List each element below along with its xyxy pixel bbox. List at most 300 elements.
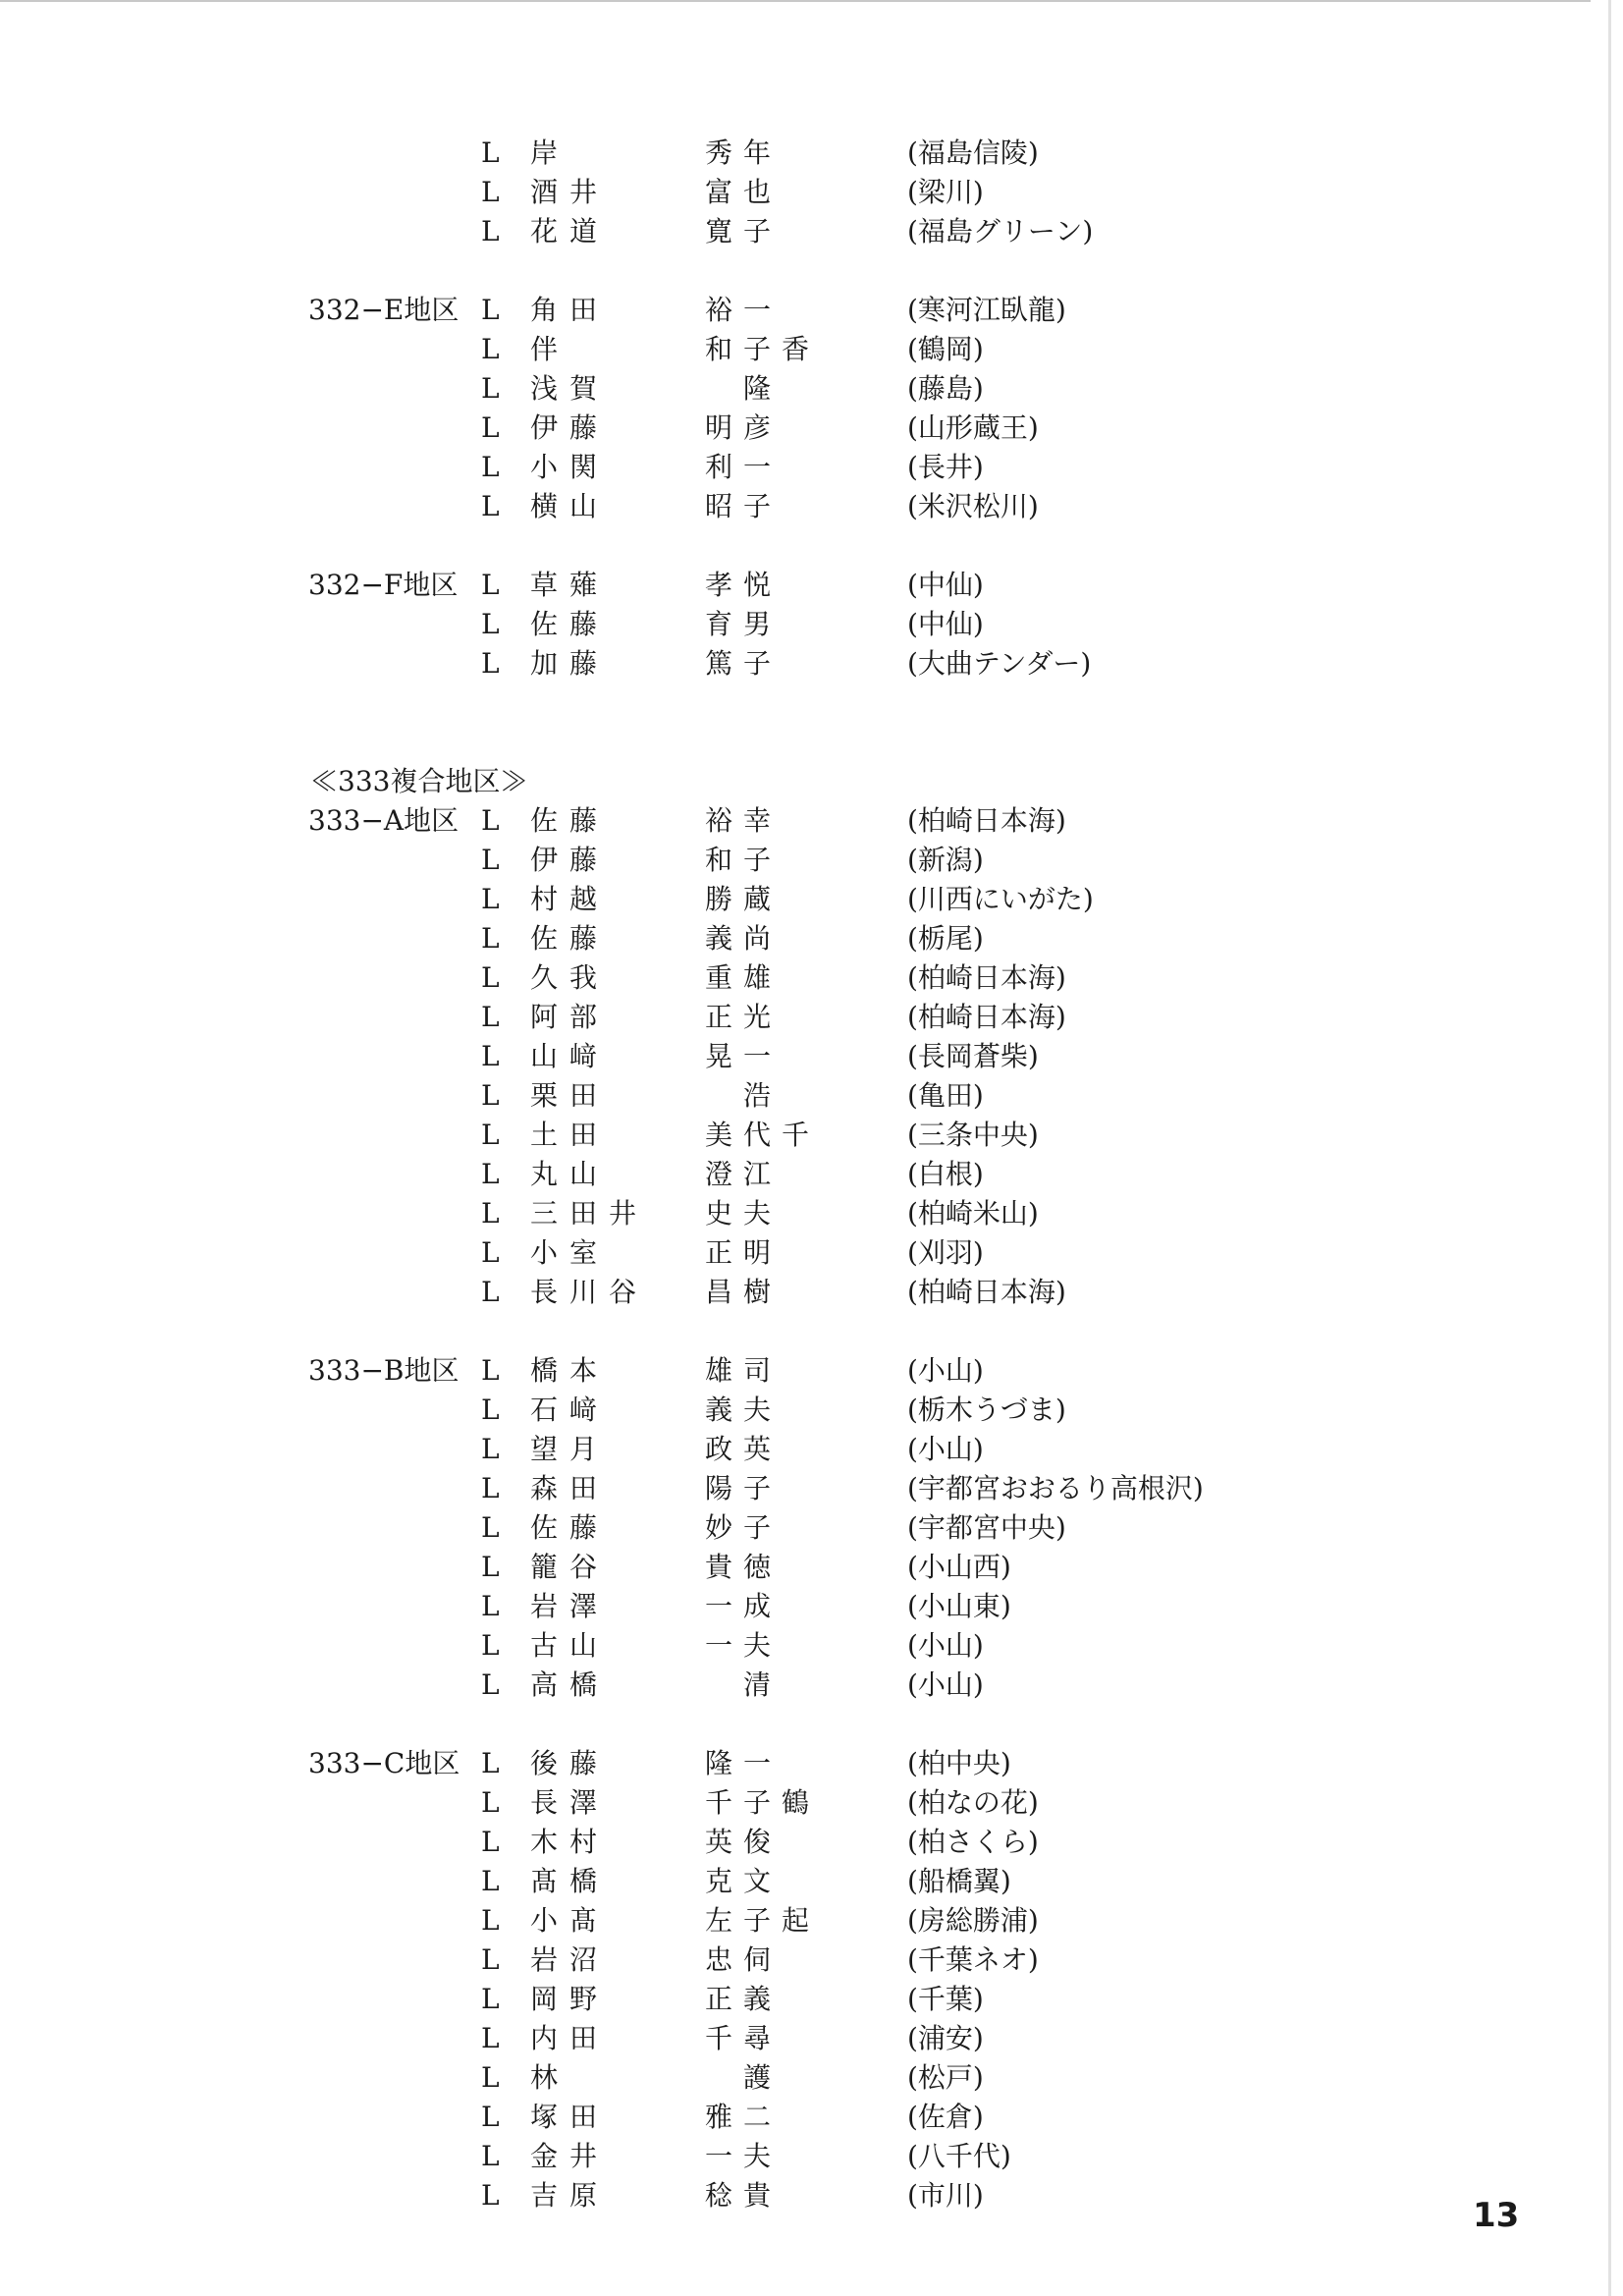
last-name-char: 伊 [529,844,558,876]
member-first-name [699,1194,837,1233]
last-name-char: 林 [529,2061,558,2094]
member-first-name [699,1155,837,1194]
member-first-name [699,2019,837,2058]
first-name-char: 子 [742,1511,771,1544]
member-prefix: L [481,2022,500,2054]
member-last-name [524,1469,681,1508]
last-name-char: 道 [568,215,597,247]
first-name-char: 正 [704,1236,732,1269]
last-name-char: 関 [568,451,597,483]
member-first-name [699,1587,837,1626]
section-gap [0,683,1623,762]
member-first-name [699,880,837,919]
first-name-char: 樹 [742,1276,771,1308]
first-name-char: 代 [742,1119,771,1151]
member-last-name [524,1273,681,1312]
member-club: (刈羽) [907,1236,984,1269]
member-last-name [524,1194,681,1233]
member-last-name [524,1862,681,1901]
member-row [0,2098,1623,2137]
last-name-char: 草 [529,569,558,601]
member-club: (中仙) [907,569,984,601]
member-last-name [524,1783,681,1823]
last-name-char: 塚 [529,2101,558,2133]
last-name-char: 橋 [568,1668,597,1701]
member-row [0,2137,1623,2176]
member-row [0,487,1623,526]
member-club: (福島グリーン) [907,215,1094,247]
member-last-name [524,1941,681,1980]
last-name-char: 村 [568,1826,597,1858]
first-name-char: 秀 [704,137,732,169]
member-prefix: L [481,372,500,405]
first-name-char: 文 [742,1865,771,1897]
last-name-char: 小 [529,1236,558,1269]
last-name-char: 﨑 [568,1040,597,1072]
first-name-char: 男 [742,608,771,640]
group-gap [0,251,1623,291]
member-prefix: L [481,1276,500,1308]
member-first-name [699,801,837,841]
member-first-name [699,1862,837,1901]
last-name-char: 山 [568,490,597,522]
first-name-char: 篤 [704,647,732,680]
member-club: (柏さくら) [907,1826,1039,1858]
member-row [0,1116,1623,1155]
member-club: (小山) [907,1433,984,1465]
member-last-name [524,409,681,448]
member-first-name [699,566,837,605]
last-name-char: 横 [529,490,558,522]
first-name-char: 蔵 [742,883,771,915]
member-club: (千葉) [907,1983,984,2015]
member-last-name [524,173,681,212]
member-prefix: L [481,1983,500,2015]
member-club: (房総勝浦) [907,1904,1039,1937]
member-first-name [699,2098,837,2137]
member-last-name [524,801,681,841]
last-name-char: 久 [529,961,558,994]
member-club: (山形蔵王) [907,411,1039,444]
last-name-char: 田 [568,1119,597,1151]
first-name-char: 雄 [742,961,771,994]
last-name-char: 岩 [529,1943,558,1976]
member-club: (松戸) [907,2061,984,2094]
member-first-name [699,369,837,409]
member-row [0,1508,1623,1548]
member-prefix: L [481,569,500,601]
member-prefix: L [481,1236,500,1269]
first-name-char: 一 [704,2140,732,2172]
member-first-name [699,330,837,369]
member-first-name [699,919,837,958]
member-row [0,409,1623,448]
member-club: (白根) [907,1158,984,1190]
member-first-name [699,1273,837,1312]
member-row [0,2058,1623,2098]
first-name-char: 孝 [704,569,732,601]
last-name-char: 我 [568,961,597,994]
member-club: (米沢松川) [907,490,1039,522]
first-name-char: 貴 [704,1551,732,1583]
member-club: (鶴岡) [907,333,984,365]
member-row [0,2019,1623,2058]
group-gap [0,1312,1623,1351]
first-name-char: 一 [742,1747,771,1779]
last-name-char: 澤 [568,1786,597,1819]
member-club: (亀田) [907,1079,984,1112]
last-name-char: 橋 [529,1354,558,1387]
first-name-char: 妙 [704,1511,732,1544]
member-prefix: L [481,1158,500,1190]
last-name-char: 田 [568,2101,597,2133]
member-prefix: L [481,1904,500,1937]
member-prefix: L [481,215,500,247]
first-name-char: 夫 [742,1197,771,1230]
member-prefix: L [481,1472,500,1504]
last-name-char: 田 [568,1472,597,1504]
member-prefix: L [481,451,500,483]
last-name-char: 藤 [568,844,597,876]
member-first-name [699,1037,837,1076]
member-last-name [524,330,681,369]
last-name-char: 野 [568,1983,597,2015]
member-last-name [524,1744,681,1783]
member-club: (小山東) [907,1590,1011,1622]
member-row [0,1430,1623,1469]
member-first-name [699,1823,837,1862]
last-name-char: 阿 [529,1001,558,1033]
member-prefix: L [481,1865,500,1897]
member-row [0,801,1623,841]
last-name-char: 原 [568,2179,597,2212]
first-name-char: 富 [704,176,732,208]
last-name-char: 山 [568,1158,597,1190]
last-name-char: 越 [568,883,597,915]
member-row [0,841,1623,880]
member-first-name [699,1076,837,1116]
member-row [0,1783,1623,1823]
first-name-char: 昌 [704,1276,732,1308]
last-name-char: 井 [568,2140,597,2172]
member-prefix: L [481,2140,500,2172]
first-name-char: 護 [742,2061,771,2094]
member-row [0,644,1623,683]
member-first-name [699,1901,837,1941]
member-last-name [524,1391,681,1430]
first-name-char: 稔 [704,2179,732,2212]
first-name-char: 正 [704,1983,732,2015]
member-first-name [699,1744,837,1783]
member-prefix: L [481,844,500,876]
last-name-char: 森 [529,1472,558,1504]
first-name-char: 一 [704,1590,732,1622]
member-first-name [699,1626,837,1666]
member-row [0,1273,1623,1312]
member-club: (川西にいがた) [907,883,1094,915]
last-name-char: 小 [529,1904,558,1937]
first-name-char: 左 [704,1904,732,1937]
member-club: (梁川) [907,176,984,208]
last-name-char: 田 [568,1197,597,1230]
member-first-name [699,1116,837,1155]
last-name-char: 藤 [568,804,597,837]
member-prefix: L [481,1079,500,1112]
member-prefix: L [481,883,500,915]
last-name-char: 藤 [568,1747,597,1779]
member-club: (柏崎日本海) [907,1276,1066,1308]
member-prefix: L [481,961,500,994]
first-name-char: 千 [704,1786,732,1819]
member-first-name [699,487,837,526]
last-name-char: 土 [529,1119,558,1151]
member-club: (福島信陵) [907,137,1039,169]
first-name-char: 重 [704,961,732,994]
member-club: (栃尾) [907,922,984,955]
member-club: (中仙) [907,608,984,640]
last-name-char: 佐 [529,804,558,837]
member-row [0,330,1623,369]
district-label: 332−F地区 [308,569,459,601]
member-last-name [524,880,681,919]
member-row [0,1626,1623,1666]
member-row [0,998,1623,1037]
member-row [0,291,1623,330]
last-name-char: 花 [529,215,558,247]
member-last-name [524,134,681,173]
member-last-name [524,1626,681,1666]
member-first-name [699,1941,837,1980]
last-name-char: 月 [568,1433,597,1465]
last-name-char: 石 [529,1394,558,1426]
last-name-char: 髙 [529,1865,558,1897]
first-name-char: 悦 [742,569,771,601]
section-header-row [0,762,1623,801]
last-name-char: 金 [529,2140,558,2172]
member-first-name [699,1351,837,1391]
last-name-char: 長 [529,1276,558,1308]
member-last-name [524,487,681,526]
member-row [0,1233,1623,1273]
member-prefix: L [481,2101,500,2133]
member-first-name [699,958,837,998]
last-name-char: 高 [529,1668,558,1701]
last-name-char: 岡 [529,1983,558,2015]
last-name-char: 長 [529,1786,558,1819]
first-name-char: 貴 [742,2179,771,2212]
first-name-char: 千 [704,2022,732,2054]
member-last-name [524,958,681,998]
member-first-name [699,448,837,487]
first-name-char: 二 [742,2101,771,2133]
member-club: (小山) [907,1668,984,1701]
member-prefix: L [481,922,500,955]
member-club: (藤島) [907,372,984,405]
member-first-name [699,644,837,683]
district-label: 333−B地区 [308,1354,460,1387]
first-name-char: 香 [781,333,809,365]
first-name-char: 千 [781,1119,809,1151]
last-name-char: 沼 [568,1943,597,1976]
last-name-char: 藤 [568,922,597,955]
member-club: (宇都宮おおるり高根沢) [907,1472,1204,1504]
first-name-char: 克 [704,1865,732,1897]
member-row [0,1391,1623,1430]
last-name-char: 栗 [529,1079,558,1112]
member-prefix: L [481,1590,500,1622]
last-name-char: 望 [529,1433,558,1465]
first-name-char: 子 [742,844,771,876]
member-first-name [699,1666,837,1705]
last-name-char: 加 [529,647,558,680]
first-name-char: 一 [742,451,771,483]
member-club: (柏崎日本海) [907,804,1066,837]
member-last-name [524,605,681,644]
member-last-name [524,1508,681,1548]
member-last-name [524,1037,681,1076]
member-last-name [524,644,681,683]
last-name-char: 髙 [568,1904,597,1937]
member-first-name [699,841,837,880]
member-club: (柏崎米山) [907,1197,1039,1230]
first-name-char: 浩 [742,1079,771,1112]
first-name-char: 司 [742,1354,771,1387]
member-club: (栃木うづま) [907,1394,1066,1426]
last-name-char: 山 [529,1040,558,1072]
member-first-name [699,1233,837,1273]
last-name-char: 岸 [529,137,558,169]
member-first-name [699,291,837,330]
member-last-name [524,1116,681,1155]
member-first-name [699,998,837,1037]
member-last-name [524,2058,681,2098]
member-club: (小山) [907,1629,984,1662]
first-name-char: 光 [742,1001,771,1033]
district-label: 332−E地区 [308,294,460,326]
first-name-char: 和 [704,844,732,876]
last-name-char: 田 [568,2022,597,2054]
member-club: (寒河江臥龍) [907,294,1066,326]
first-name-char: 忠 [704,1943,732,1976]
member-prefix: L [481,137,500,169]
last-name-char: 田 [568,1079,597,1112]
member-prefix: L [481,1197,500,1230]
member-prefix: L [481,1668,500,1701]
last-name-char: 佐 [529,608,558,640]
member-last-name [524,2137,681,2176]
member-row [0,880,1623,919]
last-name-char: 伴 [529,333,558,365]
group-gap [0,526,1623,566]
first-name-char: 英 [704,1826,732,1858]
member-row [0,1194,1623,1233]
member-first-name [699,2137,837,2176]
first-name-char: 陽 [704,1472,732,1504]
first-name-char: 利 [704,451,732,483]
last-name-char: 澤 [568,1590,597,1622]
member-prefix: L [481,1629,500,1662]
first-name-char: 子 [742,490,771,522]
last-name-char: 内 [529,2022,558,2054]
member-prefix: L [481,608,500,640]
section-header: ≪333複合地区≫ [310,765,528,797]
first-name-char: 澄 [704,1158,732,1190]
member-last-name [524,1155,681,1194]
member-first-name [699,1783,837,1823]
first-name-char: 晃 [704,1040,732,1072]
first-name-char: 寛 [704,215,732,247]
member-row [0,1941,1623,1980]
first-name-char: 一 [742,1040,771,1072]
member-row [0,1744,1623,1783]
page-number: 13 [1473,2196,1520,2235]
member-club: (長井) [907,451,984,483]
last-name-char: 井 [568,176,597,208]
member-last-name [524,212,681,251]
member-first-name [699,1469,837,1508]
district-label: 333−A地区 [308,804,460,837]
first-name-char: 美 [704,1119,732,1151]
last-name-char: 井 [608,1197,636,1230]
first-name-char: 隆 [704,1747,732,1779]
member-prefix: L [481,176,500,208]
member-club: (小山) [907,1354,984,1387]
member-prefix: L [481,1826,500,1858]
last-name-char: 伊 [529,411,558,444]
member-club: (柏崎日本海) [907,961,1066,994]
last-name-char: 谷 [608,1276,636,1308]
first-name-char: 子 [742,1904,771,1937]
member-first-name [699,2058,837,2098]
last-name-char: 藤 [568,647,597,680]
member-prefix: L [481,411,500,444]
last-name-char: 川 [568,1276,597,1308]
member-row [0,566,1623,605]
member-row [0,958,1623,998]
member-row [0,212,1623,251]
first-name-char: 勝 [704,883,732,915]
last-name-char: 室 [568,1236,597,1269]
last-name-char: 籠 [529,1551,558,1583]
member-first-name [699,1391,837,1430]
member-first-name [699,2176,837,2215]
member-prefix: L [481,2061,500,2094]
member-prefix: L [481,294,500,326]
member-last-name [524,1548,681,1587]
last-name-char: 三 [529,1197,558,1230]
first-name-char: 尚 [742,922,771,955]
member-club: (八千代) [907,2140,1011,2172]
member-club: (小山西) [907,1551,1011,1583]
member-last-name [524,1076,681,1116]
first-name-char: 隆 [742,372,771,405]
member-last-name [524,1351,681,1391]
first-name-char: 子 [742,647,771,680]
member-row [0,1587,1623,1626]
first-name-char: 清 [742,1668,771,1701]
first-name-char: 伺 [742,1943,771,1976]
member-prefix: L [481,1786,500,1819]
member-row [0,605,1623,644]
first-name-char: 裕 [704,804,732,837]
member-prefix: L [481,1394,500,1426]
member-last-name [524,2098,681,2137]
first-name-char: 俊 [742,1826,771,1858]
last-name-char: 後 [529,1747,558,1779]
last-name-char: 藤 [568,608,597,640]
first-name-char: 尋 [742,2022,771,2054]
member-last-name [524,291,681,330]
